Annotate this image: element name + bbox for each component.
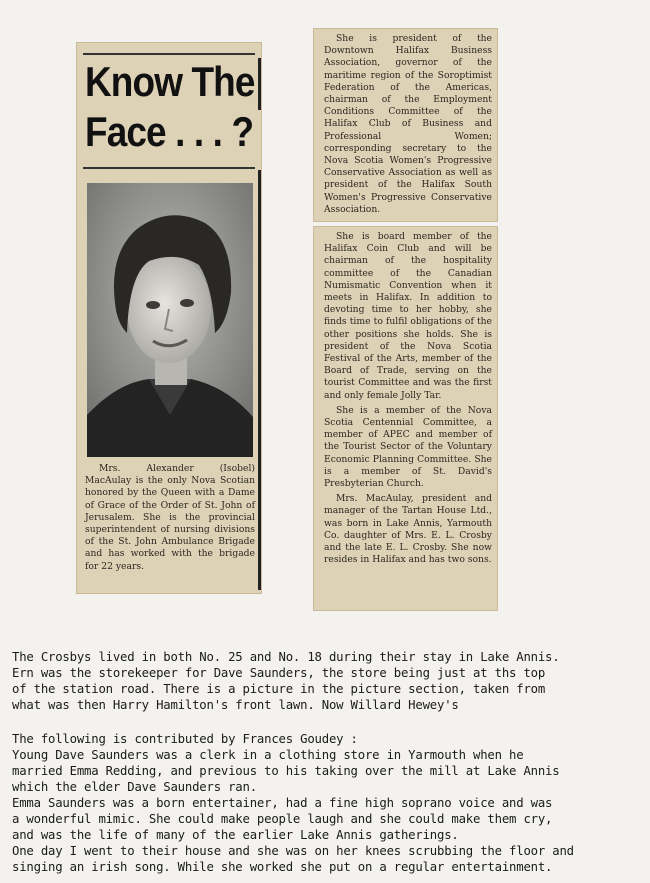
- typed-line: which the elder Dave Saunders ran.: [12, 780, 257, 794]
- headline-top-rule: [83, 53, 255, 55]
- typed-line: and was the life of many of the earlier Lake Annis gatherings.: [12, 828, 459, 842]
- clipping-paragraph: Mrs. MacAulay, president and manager of the Tartan House Ltd., was born in Lake Annis, Yarmouth Co. daughter of Mrs. E. L. Crosby and the late E. L. Crosby. She now resides in Halifax and has two sons.: [324, 493, 492, 566]
- portrait-illustration: [87, 183, 253, 457]
- headline-line-2: Face . . . ?: [85, 108, 254, 155]
- typed-paragraph-saunders: [12, 731, 650, 875]
- newspaper-clipping-right-bottom: [313, 226, 498, 611]
- typed-line: The Crosbys lived in both No. 25 and No. 18 during their stay in Lake Annis.: [12, 650, 560, 664]
- typed-line: Young Dave Saunders was a clerk in a clothing store in Yarmouth when he: [12, 748, 524, 762]
- typed-line: a wonderful mimic. She could make people laugh and she could make them cry,: [12, 812, 553, 826]
- typed-line: Ern was the storekeeper for Dave Saunders, the store being just at ths top: [12, 666, 546, 680]
- clipping-edge-mark: [258, 170, 261, 590]
- typed-line: of the station road. There is a picture in the picture section, taken from: [12, 682, 546, 696]
- typed-line: what was then Harry Hamilton's front lawn. Now Willard Hewey's: [12, 698, 459, 712]
- headline-line-1: Know The: [85, 58, 255, 105]
- typed-line: One day I went to their house and she was on her knees scrubbing the floor and: [12, 844, 574, 858]
- headline: [85, 57, 255, 157]
- clipping-paragraph: She is a member of the Nova Scotia Centennial Committee, a member of APEC and member of the Tourist Sector of the Voluntary Economic Planning Committee. She is a member of St. David's Presbyterian Church.: [324, 404, 492, 490]
- typed-line: The following is contributed by Frances Goudey :: [12, 732, 358, 746]
- clipping-text-top: She is president of the Downtown Halifax Business Association, governor of the maritime region of the Soroptimist Federation of the Americas, chairman of the Employment Conditions Committee of the Halifax Club of Business and Professional Women; corresponding secretary to the Nova Scotia Women's Progressive Conservative Association as well as president of the Halifax South Women's Progressive Conservative Association.: [324, 33, 492, 215]
- portrait-photo: [87, 183, 253, 457]
- photo-caption: Mrs. Alexander (Isobel) MacAulay is the only Nova Scotian honored by the Queen with a Dame of Grace of the Order of St. John of Jerusalem. She is the provincial superintendent of nursing divisions of the St. John Ambulance Brigade and has worked with the brigade for 22 years.: [85, 463, 255, 572]
- typed-line: Emma Saunders was a born entertainer, had a fine high soprano voice and was: [12, 796, 553, 810]
- typed-line: married Emma Redding, and previous to his taking over the mill at Lake Annis: [12, 764, 560, 778]
- clipping-paragraph: She is board member of the Halifax Coin Club and will be chairman of the hospitality committee of the Canadian Numismatic Convention when it meets in Halifax. In addition to devoting time to her hobby, she finds time to fulfil obligations of the other positions she holds. She is president of the Nova Scotia Festival of the Arts, member of the Board of Trade, serving on the tourist Committee and was the first and only female Jolly Tar.: [324, 231, 492, 401]
- clipping-edge-mark: [258, 58, 261, 110]
- clipping-text-bottom: [324, 231, 492, 569]
- newspaper-clipping-left: [76, 42, 262, 594]
- headline-bottom-rule: [83, 167, 255, 169]
- typed-line: singing an irish song. While she worked she put on a regular entertainment.: [12, 860, 553, 874]
- typed-paragraph-crosbys: [12, 649, 650, 713]
- newspaper-clipping-right-top: [313, 28, 498, 222]
